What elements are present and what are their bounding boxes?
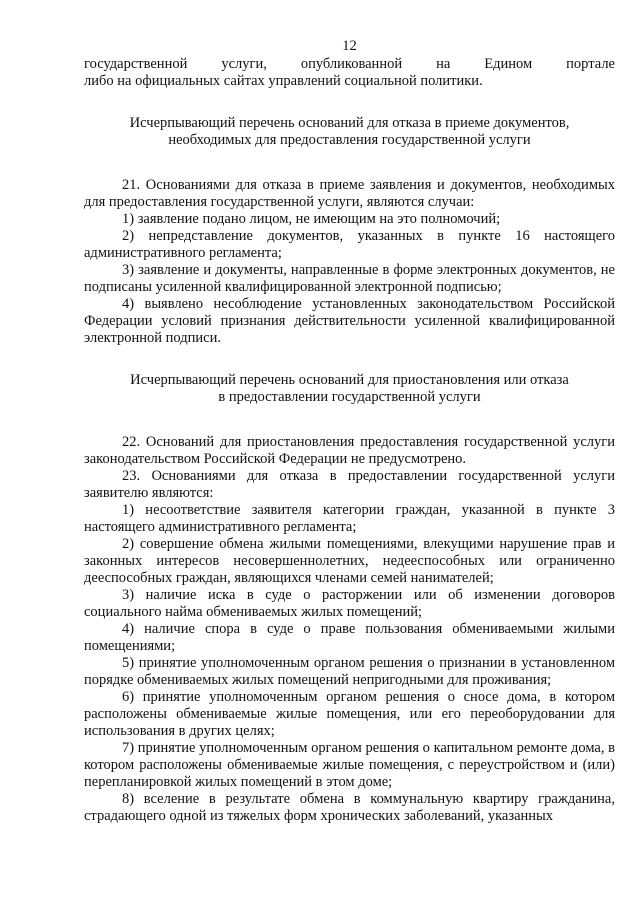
intro-line-2: либо на официальных сайтах управлений социальной политики. (84, 73, 483, 89)
section-heading-suspension-refusal (84, 372, 615, 406)
intro-paragraph-end (84, 73, 615, 90)
list-item: 1) несоответствие заявителя категории граждан, указанной в пункте 3 настоящего административного регламента; (84, 502, 615, 535)
section-heading-line-1: Исчерпывающий перечень оснований для приостановления или отказа (130, 372, 569, 388)
list-item: 2) совершение обмена жилыми помещениями, влекущими нарушение прав и законных интересов несовершеннолетних, недееспособных или ограниченно дееспособных граждан, являющихся членами семей нанимателей; (84, 536, 615, 586)
list-item: 5) принятие уполномоченным органом решения о признании в установленном порядке обмениваемых жилых помещений непригодными для проживания; (84, 655, 615, 688)
list-item: 7) принятие уполномоченным органом решения о капитальном ремонте дома, в котором расположены обмениваемые жилые помещения, с переустройством и (или) перепланировкой жилых помещений в этом доме; (84, 740, 615, 790)
list-item: 4) выявлено несоблюдение установленных законодательством Российской Федерации условий признания действительности усиленной квалифицированной электронной подписи. (84, 296, 615, 346)
section-heading-refusal-acceptance (84, 115, 615, 149)
section-heading-line-1: Исчерпывающий перечень оснований для отказа в приеме документов, (129, 115, 570, 131)
list-item: 1) заявление подано лицом, не имеющим на это полномочий; (122, 211, 501, 227)
section-heading-line-2: необходимых для предоставления государственной услуги (168, 132, 531, 148)
list-item: 6) принятие уполномоченным органом решения о сносе дома, в котором расположены обмениваемые жилые помещения, или его переоборудовании для использования в других целях; (84, 689, 615, 739)
section-heading-line-2: в предоставлении государственной услуги (218, 389, 481, 405)
list-item: 3) заявление и документы, направленные в форме электронных документов, не подписаны усиленной квалифицированной электронной подписью; (84, 262, 615, 295)
paragraph-23: 23. Основаниями для отказа в предоставлении государственной услуги заявителю являются: (84, 468, 615, 501)
paragraph-21: 21. Основаниями для отказа в приеме заявления и документов, необходимых для предоставления государственной услуги, являются случаи: (84, 177, 615, 210)
page-number: 12 (342, 38, 357, 54)
list-item: 8) вселение в результате обмена в коммунальную квартиру гражданина, страдающего одной из тяжелых форм хронических заболеваний, указанных (84, 791, 615, 824)
list-item: 3) наличие иска в суде о расторжении или об изменении договоров социального найма обмениваемых жилых помещений; (84, 587, 615, 620)
intro-paragraph (84, 56, 615, 73)
list-item: 4) наличие спора в суде о праве пользования обмениваемыми жилыми помещениями; (84, 621, 615, 654)
list-item: 2) непредставление документов, указанных в пункте 16 настоящего административного регламента; (84, 228, 615, 261)
paragraph-22: 22. Оснований для приостановления предоставления государственной услуги законодательством Российской Федерации не предусмотрено. (84, 434, 615, 467)
intro-line-1: государственной услуги, опубликованной на Едином портале (84, 56, 615, 72)
